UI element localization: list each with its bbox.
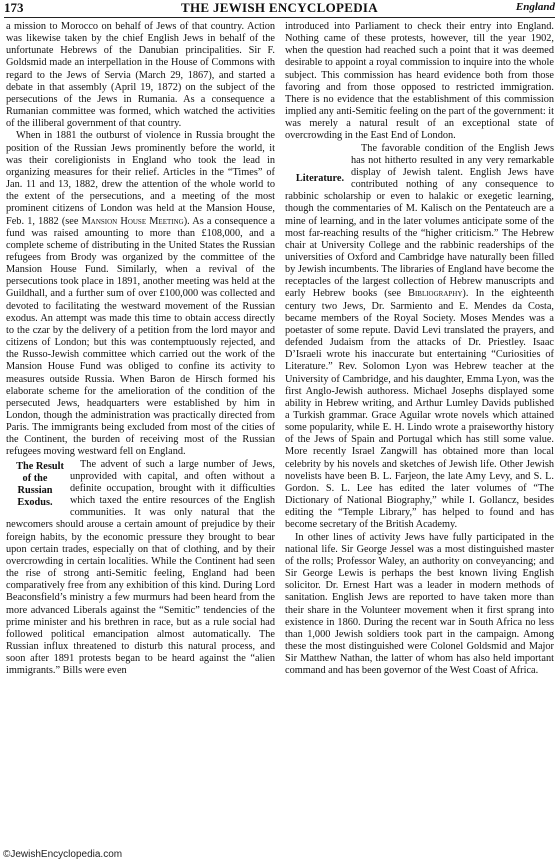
- source-footer[interactable]: ©JewishEncyclopedia.com: [3, 849, 123, 860]
- section-title: England: [515, 1, 555, 13]
- text-run: ). As a consequence a fund was raised amounting to more than £108,000, and a complete scheme of distributing in the United States the Russian refugees from Brody was organized by the committee of the Mansion House Fund. Similarly, when a revival of the persecutions took place in 1891, another meeting was held at the Guildhall, and a further sum of over £100,000 was collected and devoted to facilitating the westward movement of the Russian exodus. An attempt was made this time to obtain access directly to the czar by the delivery of a petition from the lord mayor and citizens of London; but this was contemptuously rejected, and the Russo-Jewish committee which carried out the work of the Mansion House Fund was obliged to confine its activity to measures outside Russia. When Baron de Hirsch formed his elaborate scheme for the amelioration of the condition of the persecuted Jews, headquarters were established by him in London, though the administration was practically directed from Paris. The immigrants being excluded from most of the cities of the Continent, the burden of receiving most of the Russian refugees moving westward fell on England.: [6, 215, 275, 458]
- cross-reference-link[interactable]: Mansion House Meeting: [81, 215, 184, 227]
- header-rule: [4, 17, 555, 18]
- text-run: The favorable condition of the English Jews has not hitherto resulted in any very remarkable display of Jewish talent. English Jews have contributed nothing of any consequence to rabbinic scholarship or even to halakic or exegetic learning, though the commentaries of M. Kalisch on the Pentateuch are a mine of learning, and in the later volumes anticipate some of the most far-reaching results of the “higher criticism.” The Hebrew chair at University College and the rabbinic readerships of the universities of Oxford and Cambridge have naturally been filled by Jewish incumbents. The libraries of England have become the receptacles of the largest collection of Hebrew manuscripts and early Hebrew books (see: [285, 142, 554, 300]
- running-title: THE JEWISH ENCYCLOPEDIA: [181, 0, 378, 15]
- left-column: [6, 21, 275, 846]
- paragraph: In other lines of activity Jews have fully participated in the national life. Sir George Jessel was a most distinguished master of the rolls; Professor Waley, an authority on conveyancing; and Sir George Lewis is perhaps the best known living English solicitor. Dr. Ernest Hart was a leader in modern methods of sanitation. English Jews are reported to have taken more than their share in the Volunteer movement when it first sprang into existence in 1860. During the recent war in South Africa no less than 1,000 Jewish soldiers took part in the campaign. Among these the most distinguished were Colonel Goldsmid and Major Sir Matthew Nathan, the latter of whom has also held important command and has been governor of the West Coast of Africa.: [285, 531, 554, 677]
- text-run: The advent of such a large number of Jews, unprovided with capital, and often without a definite occupation, brought with it difficulties which taxed the entire resources of the English communities. It was only natural that the newcomers should arouse a certain amount of prejudice by their foreign habits, by the economic pressure they brought to bear upon certain trades, especially on that of clothing, and by their overcrowding in certain localities. While the Continent had seen the rise of strong anti-Semitic feeling, England had been comparatively free from any exhibition of this kind. During Lord Beaconsfield’s ministry a few murmurs had been heard from the more advanced Liberals against the “Semitic” tendencies of the prime minister and his brethren in race, but as a rule social had followed political emancipation almost automatically. The Russian influx threatened to disturb this natural process, and soon after 1891 protests began to be heard against the “alien immigrants.” Bills were even: [6, 458, 275, 677]
- page-number: 173: [4, 0, 24, 15]
- paragraph: [285, 143, 554, 532]
- text-run: When in 1881 the outburst of violence in Russia brought the position of the Russian Jews prominently before the world, it was their coreligionists in England who took the lead in organizing measures for their relief. Articles in the “Times” of Jan. 11 and 13, 1882, drew the attention of the whole world to the extent of the persecutions, and a meeting of the most prominent citizens of London was held at the Mansion House, Feb. 1, 1882 (see: [6, 130, 275, 227]
- paragraph: introduced into Parliament to check their entry into England. Nothing came of these protests, however, till the year 1902, when the question had reached such a point that it was deemed desirable to appoint a royal commission to inquire into the whole subject. This commission has heard evidence both from those favoring and from those opposed to restricted immigration. There is no evidence that the establishment of this commission implied any anti-Semitic feeling on the part of the government: it was merely a natural result of an exceptional state of overcrowding in the East End of London.: [285, 21, 554, 142]
- paragraph: [6, 130, 275, 458]
- paragraph: a mission to Morocco on behalf of Jews of that country. Action was likewise taken by the chief English Jews in behalf of the unfortunate Hebrews of the Danubian principalities. Sir F. Goldsmid made an interpellation in the House of Commons with regard to the Jews of Servia (March 29, 1867), and started a debate in that assembly (April 19, 1872) on the subject of the persecutions of the Jews in Rumania. As a consequence a Rumanian committee was formed, which watched the activities of the illiberal government of that country.: [6, 21, 275, 130]
- right-column: [285, 21, 554, 846]
- text-run: ). In the eighteenth century two Jews, Dr. Sarmiento and E. Mendes da Costa, became members of the Royal Society. Moses Mendes was a poetaster of some repute. David Levi translated the prayers, and defended Judaism from the attacks of Dr. Priestley. Isaac D’Israeli wrote his inaccurate but entertaining “Curiosities of Literature.” Rev. Solomon Lyon was Hebrew teacher at the University of Cambridge, and his daughter, Emma Lyon, was the first Anglo-Jewish authoress. Michael Josephs displayed some ability in Hebrew writing, and Arthur Lumley Davids published a Turkish grammar. Grace Aguilar wrote novels which attained some popularity, while E. H. Lindo wrote a praiseworthy history of the Jews of Spain and Portugal which has still some value. More recently Israel Zangwill has obtained more than local celebrity by his novels and sketches of Jewish life. Other Jewish novelists have been B. L. Farjeon, the late Amy Levy, and S. L. Gordon. S. L. Lee has edited the later volumes of “The Dictionary of National Biography,” while I. Gollancz, besides editing the “Temple Library,” has helped to found and has become secretary of the British Academy.: [285, 288, 554, 531]
- margin-note: Literature.: [295, 172, 345, 184]
- cross-reference-link[interactable]: Bibliography: [408, 288, 463, 300]
- page-header: [4, 0, 555, 16]
- margin-note: The Result of the Russian Exodus.: [16, 460, 64, 508]
- paragraph: [6, 459, 275, 678]
